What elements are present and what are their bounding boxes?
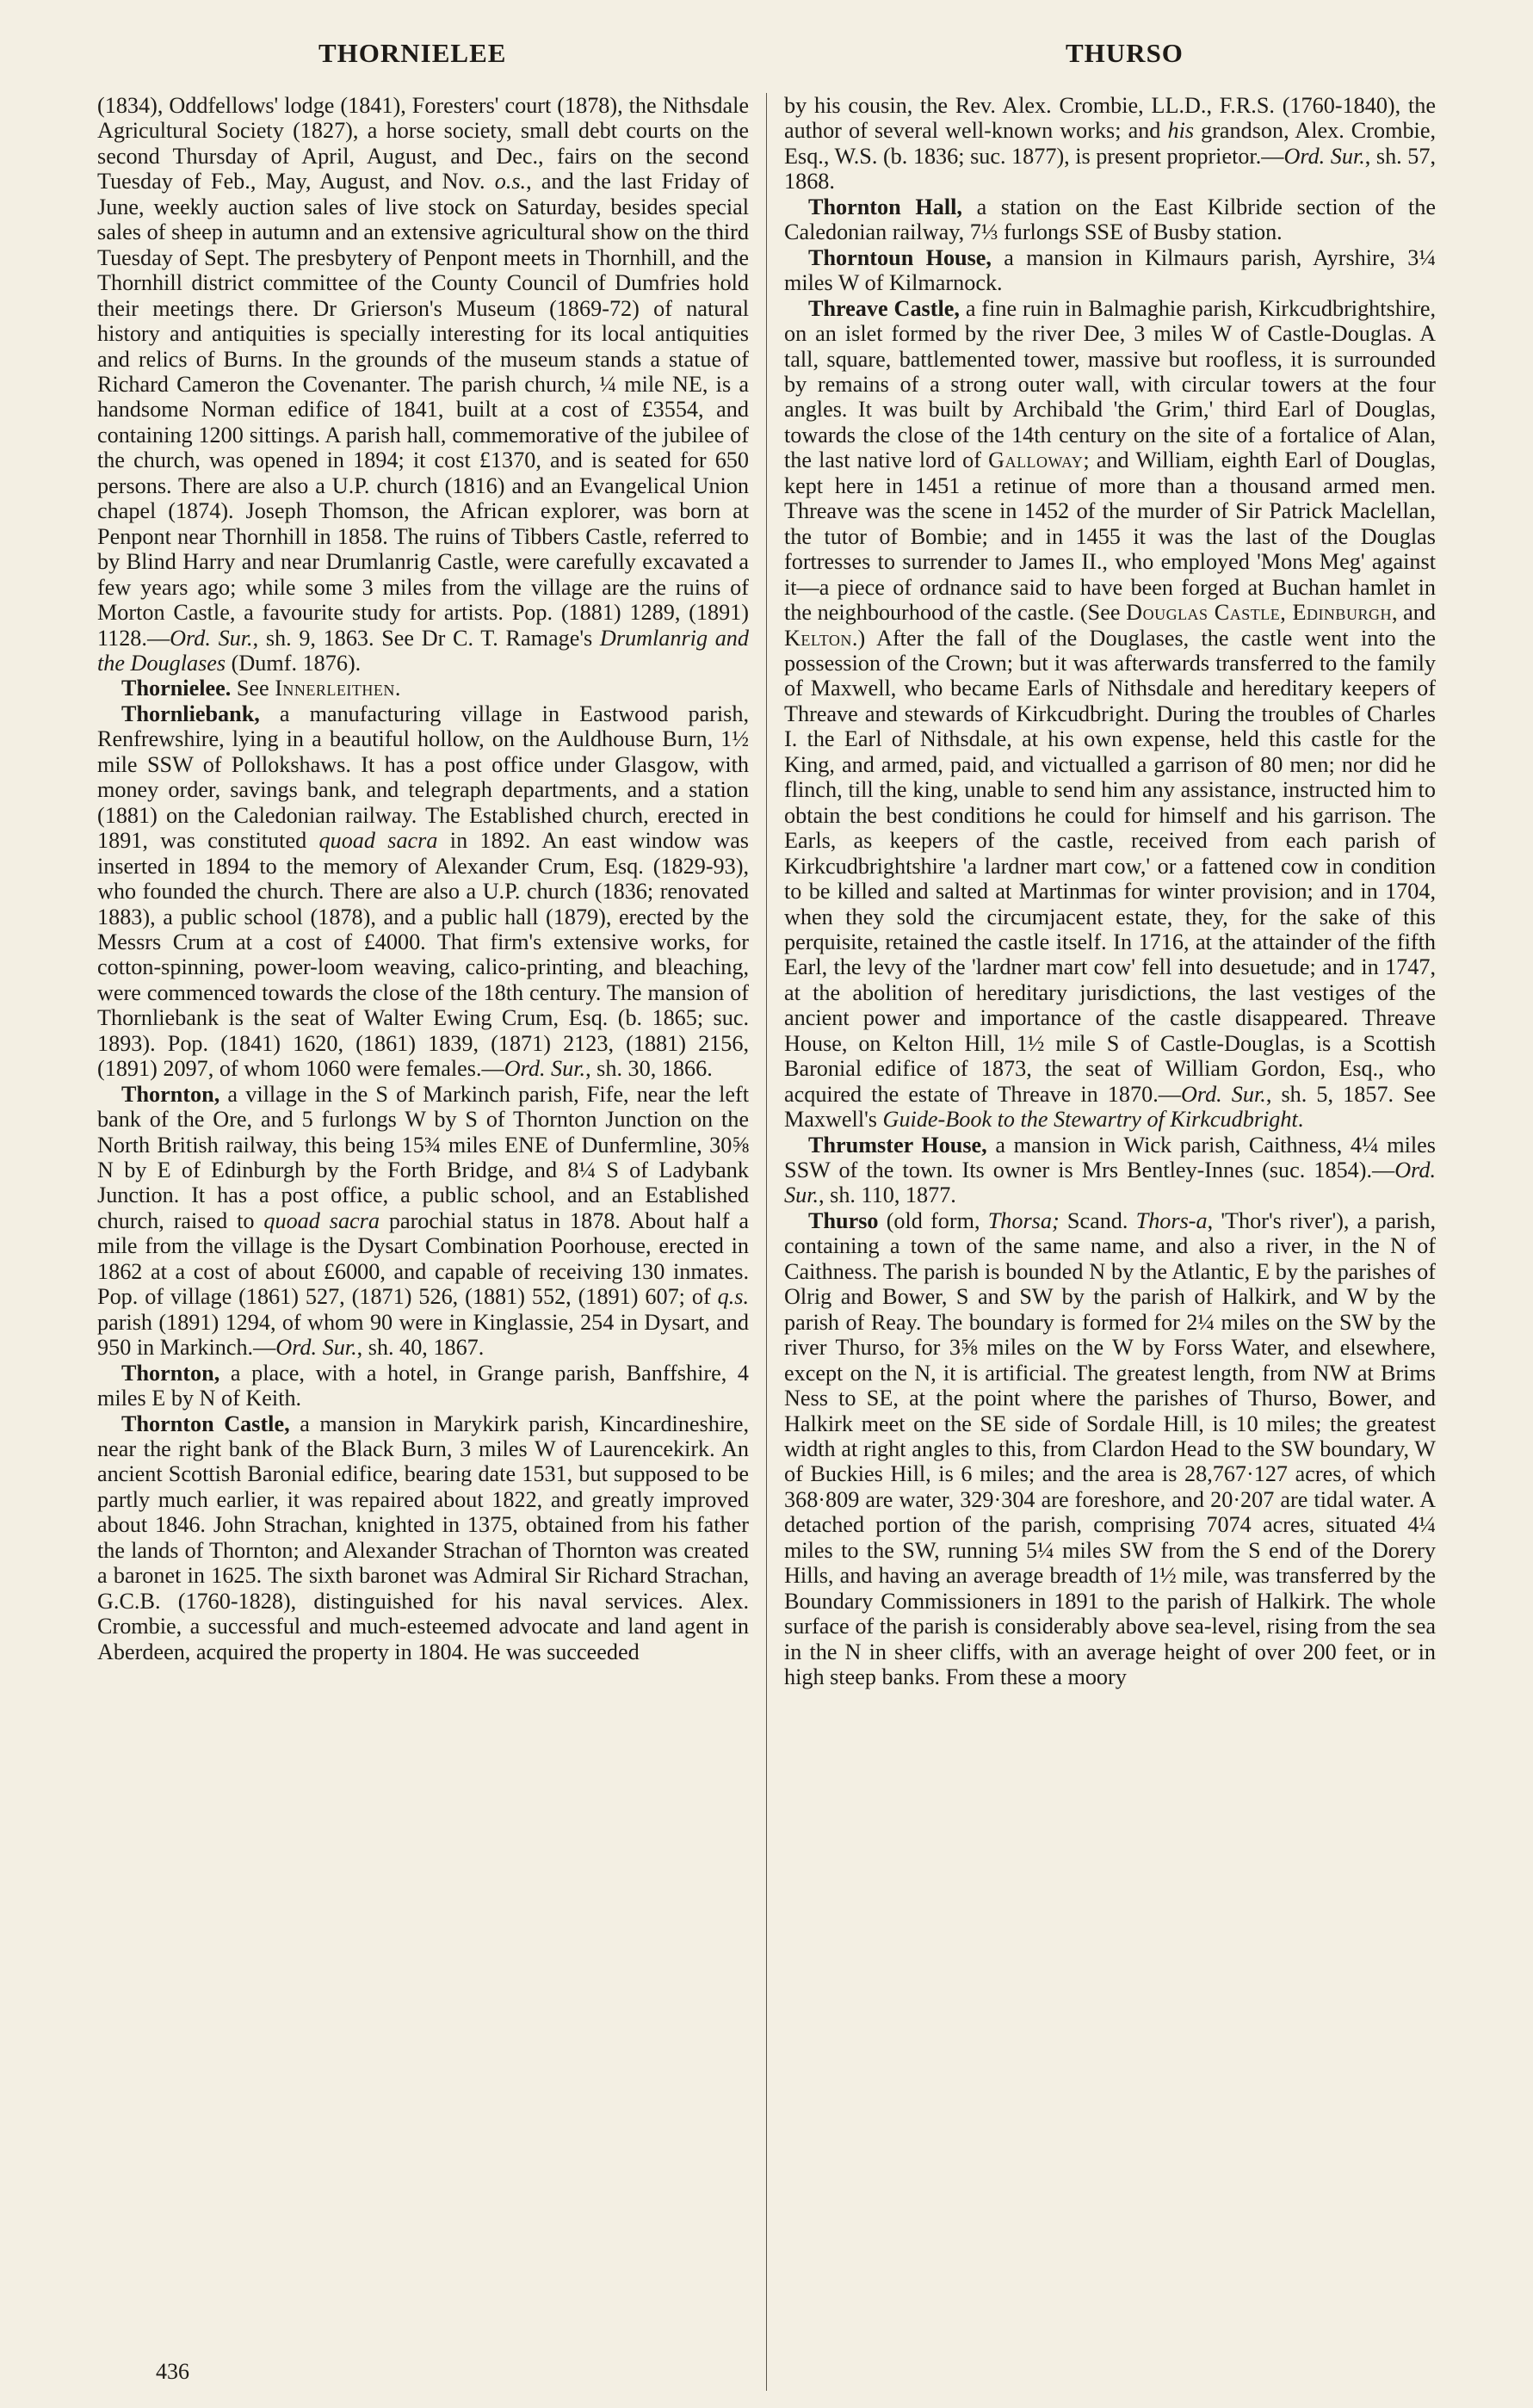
headword: Thornton Hall, [808, 194, 962, 219]
headword: Thornton, [121, 1081, 220, 1107]
cross-reference: Innerleithen. [275, 676, 401, 701]
entry-text: q.s. [717, 1284, 749, 1310]
entry-text: , sh. 40, 1867. [356, 1335, 485, 1361]
entry-text: Ord. Sur. [1180, 1081, 1266, 1107]
entry-text: by his cousin, the Rev. Alex. Crombie, LL.D., F.R.S. (1760-1840), the author of several well-known works; and [784, 93, 1436, 144]
entry-text: parish (1891) 1294, of whom 90 were in Kinglassie, 254 in Dysart, and 950 in Markinch.— [97, 1309, 749, 1361]
entry-text: . [1297, 1107, 1304, 1133]
entry-thorntoun-house [784, 245, 1436, 296]
entry-thornliebank [97, 701, 749, 1082]
entry-threave-castle [784, 296, 1436, 1133]
entry-text: , 'Thor's river'), a parish, containing a town of the same name, and also a river, in the N of Caithness. The parish is bounded N by the Atlantic, E by the parishes of Olrig and Bower, S and SW by the parish of Halkirk, and W by the parish of Reay. The boundary is formed for 2¼ miles on the SW by the river Thurso, for 3⅝ miles on the W by Forss Water, and elsewhere, except on the N, it is artificial. The greatest length, from NW at Brims Ness to SE, at the point where the parishes of Thurso, Bower, and Halkirk meet on the SE side of Sordale Hill, is 10 miles; the greatest width at right angles to this, from Clardon Head to the SW boundary, W of Buckies Hill, is 6 miles; and the area is 28,767·127 acres, of which 368·809 are water, 329·304 are foreshore, and 20·207 are tidal water. A detached portion of the parish, comprising 7074 acres, situated 4¼ miles to the SW, running 5¼ miles SW from the S end of the Dorery Hills, and having an average breadth of 1½ mile, was transferred by the Boundary Commissioners in 1891 to the parish of Halkirk. The whole surface of the parish is considerably above sea-level, rising from the sea in the N in sheer cliffs, with an average height of over 200 feet, or in high steep banks. From these a moory [784, 1207, 1436, 1690]
cross-reference: Galloway [988, 448, 1084, 473]
entry-cont-right [784, 93, 1436, 194]
page-number: 436 [156, 2359, 189, 2384]
entry-text: a mansion in Kilmaurs parish, Ayrshire, 3¼ miles W of Kilmarnock. [784, 244, 1436, 296]
entry-text: Guide-Book to the Stewartry of Kirkcudbright [882, 1107, 1298, 1133]
left-column [97, 93, 749, 2348]
entry-thornton-hall [784, 194, 1436, 245]
entry-text: a mansion in Marykirk parish, Kincardineshire, near the right bank of the Black Burn, 3 miles W of Laurencekirk. An ancient Scottish Baronial edifice, bearing date 1531, but supposed to be partly much earlier, it was repaired about 1822, and greatly improved about 1846. John Strachan, knighted in 1375, obtained from his father the lands of Thornton; and Alexander Strachan of Thornton was created a baronet in 1625. The sixth baronet was Admiral Sir Richard Strachan, G.C.B. (1760-1828), distinguished for his naval services. Alex. Crombie, a successful and much-esteemed advocate and land agent in Aberdeen, acquired the property in 1804. He was succeeded [97, 1411, 749, 1664]
headword: Thornton, [121, 1360, 220, 1386]
entry-text: Ord. Sur. [784, 1158, 1436, 1208]
entry-text: , sh. 9, 1863. See Dr C. T. Ramage's [252, 625, 600, 651]
headword: Thornielee. [121, 676, 232, 701]
entry-text: a mansion in Wick parish, Caithness, 4¼ miles SSW of the town. Its owner is Mrs Bentley-Innes (suc. 1854).— [784, 1132, 1436, 1183]
entry-thrumster-house [784, 1133, 1436, 1208]
entry-text: Thorsa; [987, 1207, 1060, 1233]
running-head-left: THORNIELEE [318, 38, 507, 68]
entry-text: Thors-a [1135, 1207, 1208, 1233]
entry-text: Scand. [1059, 1207, 1136, 1233]
headword: Thorntoun House, [808, 244, 992, 270]
column-divider [766, 93, 767, 2391]
entry-text: See [231, 676, 275, 701]
headword: Thurso [808, 1207, 879, 1233]
entry-text: .) After the fall of the Douglases, the castle went into the possession of the Crown; but it was afterwards transferred to the family of Maxwell, who became Earls of Nithsdale and hereditary keepers of Threave and stewards of Kirkcudbright. During the troubles of Charles I. the Earl of Nithsdale, at his own expense, held this castle for the King, and armed, paid, and victualled a garrison of 80 men; nor did he flinch, till the king, unable to send him any assistance, instructed him to obtain the best conditions he could for himself and his garrison. The Earls, as keepers of the castle, received from each parish of Kirkcudbrightshire 'a lardner mart cow,' or a fattened cow in condition to be killed and salted at Martinmas for winter provision; and in 1704, when they sold the circumjacent estate, they, for the sake of this perquisite, retained the castle itself. In 1716, at the attainder of the fifth Earl, the levy of the 'lardner mart cow' fell into desuetude; and in 1747, at the abolition of hereditary jurisdictions, the last vestiges of the ancient power and importance of the castle disappeared. Threave House, on Kelton Hill, 1½ mile S of Castle-Douglas, is a Scottish Baronial edifice of 1873, the seat of William Gordon, Esq., who acquired the estate of Threave in 1870.— [784, 625, 1436, 1107]
entry-text: , sh. 57, 1868. [784, 143, 1436, 194]
entry-text: , sh. 5, 1857. See Maxwell's [784, 1081, 1436, 1133]
entry-text: Ord. Sur. [1283, 143, 1365, 169]
entry-text: , and the last Friday of June, weekly auction sales of live stock on Saturday, besides special sales of sheep in autumn and an extensive agricultural show on the third Tuesday of Sept. The presbytery of Penpont meets in Thornhill, and the Thornhill district committee of the County Council of Dumfries hold their meetings there. Dr Grierson's Museum (1869-72) of natural history and antiquities is specially interesting for its local antiquities and relics of Burns. In the grounds of the museum stands a statue of Richard Cameron the Covenanter. The parish church, ¼ mile NE, is a handsome Norman edifice of 1841, built at a cost of £3554, and containing 1200 sittings. A parish hall, commemorative of the jubilee of the church, was opened in 1894; it cost £1370, and is seated for 650 persons. There are also a U.P. church (1816) and an Evangelical Union chapel (1874). Joseph Thomson, the African explorer, was born at Penpont near Thornhill in 1858. The ruins of Tibbers Castle, referred to by Blind Harry and near Drumlanrig Castle, were carefully excavated a few years ago; while some 3 miles from the village are the ruins of Morton Castle, a favourite study for artists. Pop. (1881) 1289, (1891) 1128.— [97, 169, 749, 651]
entry-thornton-castle [97, 1411, 749, 1665]
entry-text: parochial status in 1878. About half a mile from the village is the Dysart Combination Poorhouse, erected in 1862 at a cost of about £6000, and capable of receiving 130 inmates. Pop. of village (1861) 527, (1871) 526, (1881) 552, (1891) 607; of [97, 1207, 749, 1310]
entry-text: Ord. Sur. [170, 625, 253, 651]
entry-text: (Dumf. 1876). [226, 650, 362, 676]
entry-text: , sh. 30, 1866. [585, 1056, 713, 1082]
entry-text: (1834), Oddfellows' lodge (1841), Foresters' court (1878), the Nithsdale Agricultural Society (1827), a horse society, small debt courts on the second Thursday of April, August, and Dec., fairs on the second Tuesday of Feb., May, August, and Nov. [97, 93, 749, 194]
entry-text: a manufacturing village in Eastwood parish, Renfrewshire, lying in a beautiful hollow, on the Auldhouse Burn, 1½ mile SSW of Pollokshaws. It has a post office under Glasgow, with money order, savings bank, and telegraph departments, and a station (1881) on the Caledonian railway. The Established church, erected in 1891, was constituted [97, 701, 749, 854]
entry-text: Ord. Sur. [275, 1335, 357, 1361]
entry-text: his [1167, 118, 1195, 144]
entry-thornton-fife [97, 1082, 749, 1361]
entry-text: o.s. [494, 169, 527, 194]
headword: Thornton Castle, [121, 1411, 290, 1436]
entry-text: (old form, [878, 1207, 988, 1233]
entry-text: grandson, Alex. Crombie, Esq., W.S. (b. 1836; suc. 1877), is present proprietor.— [784, 118, 1436, 169]
entry-cont [97, 93, 749, 676]
entry-text: Ord. Sur. [504, 1056, 586, 1082]
headword: Thrumster House, [808, 1132, 987, 1158]
entry-text: a fine ruin in Balmaghie parish, Kirkcudbrightshire, on an islet formed by the river Dee, 3 miles W of Castle-Douglas. A tall, square, battlemented tower, massive but roofless, it is surrounded by remains of a strong outer wall, with circular towers at the four angles. It was built by Archibald 'the Grim,' third Earl of Douglas, towards the close of the 14th century on the site of a fortalice of Alan, the last native lord of [784, 295, 1436, 473]
entry-text: a station on the East Kilbride section of the Caledonian railway, 7⅓ furlongs SSE of Busby station. [784, 194, 1436, 245]
cross-reference: Kelton [784, 625, 852, 651]
cross-reference: Douglas Castle, Edinburgh [1126, 600, 1392, 626]
entry-thornton-banff [97, 1361, 749, 1411]
headword: Threave Castle, [808, 295, 960, 321]
entry-text: quoad sacra [318, 828, 438, 854]
entry-text: in 1892. An east window was inserted in 1894 to the memory of Alexander Crum, Esq. (1829-93), who founded the church. There are also a U.P. church (1836; renovated 1883), a public school (1878), and a public hall (1879), erected by the Messrs Crum at a cost of £4000. That firm's extensive works, for cotton-spinning, power-loom weaving, calico-printing, and bleaching, were commenced towards the close of the 18th century. The mansion of Thornliebank is the seat of Walter Ewing Crum, Esq. (b. 1865; suc. 1893). Pop. (1841) 1620, (1861) 1839, (1871) 2123, (1881) 2156, (1891) 2097, of whom 1060 were females.— [97, 828, 749, 1082]
entry-text: quoad sacra [263, 1207, 380, 1233]
right-column [784, 93, 1436, 2348]
running-head-right: THURSO [1066, 38, 1184, 68]
entry-thornielee [97, 676, 749, 701]
entry-text: ; and William, eighth Earl of Douglas, kept here in 1451 a retinue of more than a thousand armed men. Threave was the scene in 1452 of the murder of Sir Patrick Maclellan, the tutor of Bombie; and in 1455 it was the last of the Douglas fortresses to surrender to James II., who employed 'Mons Meg' against it—a piece of ordnance said to have been forged at Buchan hamlet in the neighbourhood of the castle. (See [784, 448, 1436, 626]
headword: Thornliebank, [121, 701, 260, 726]
entry-text: , sh. 110, 1877. [819, 1182, 956, 1208]
entry-text: Drumlanrig and the Douglases [97, 625, 749, 676]
entry-text: a place, with a hotel, in Grange parish, Banffshire, 4 miles E by N of Keith. [97, 1360, 749, 1411]
entry-text: , and [1391, 600, 1436, 626]
entry-text: a village in the S of Markinch parish, Fife, near the left bank of the Ore, and 5 furlongs W by S of Thornton Junction on the North British railway, this being 15¾ miles ENE of Dunfermline, 30⅝ N by E of Edinburgh by the Forth Bridge, and 8¼ S of Ladybank Junction. It has a post office, a public school, and an Established church, raised to [97, 1081, 749, 1233]
entry-thurso [784, 1208, 1436, 1690]
